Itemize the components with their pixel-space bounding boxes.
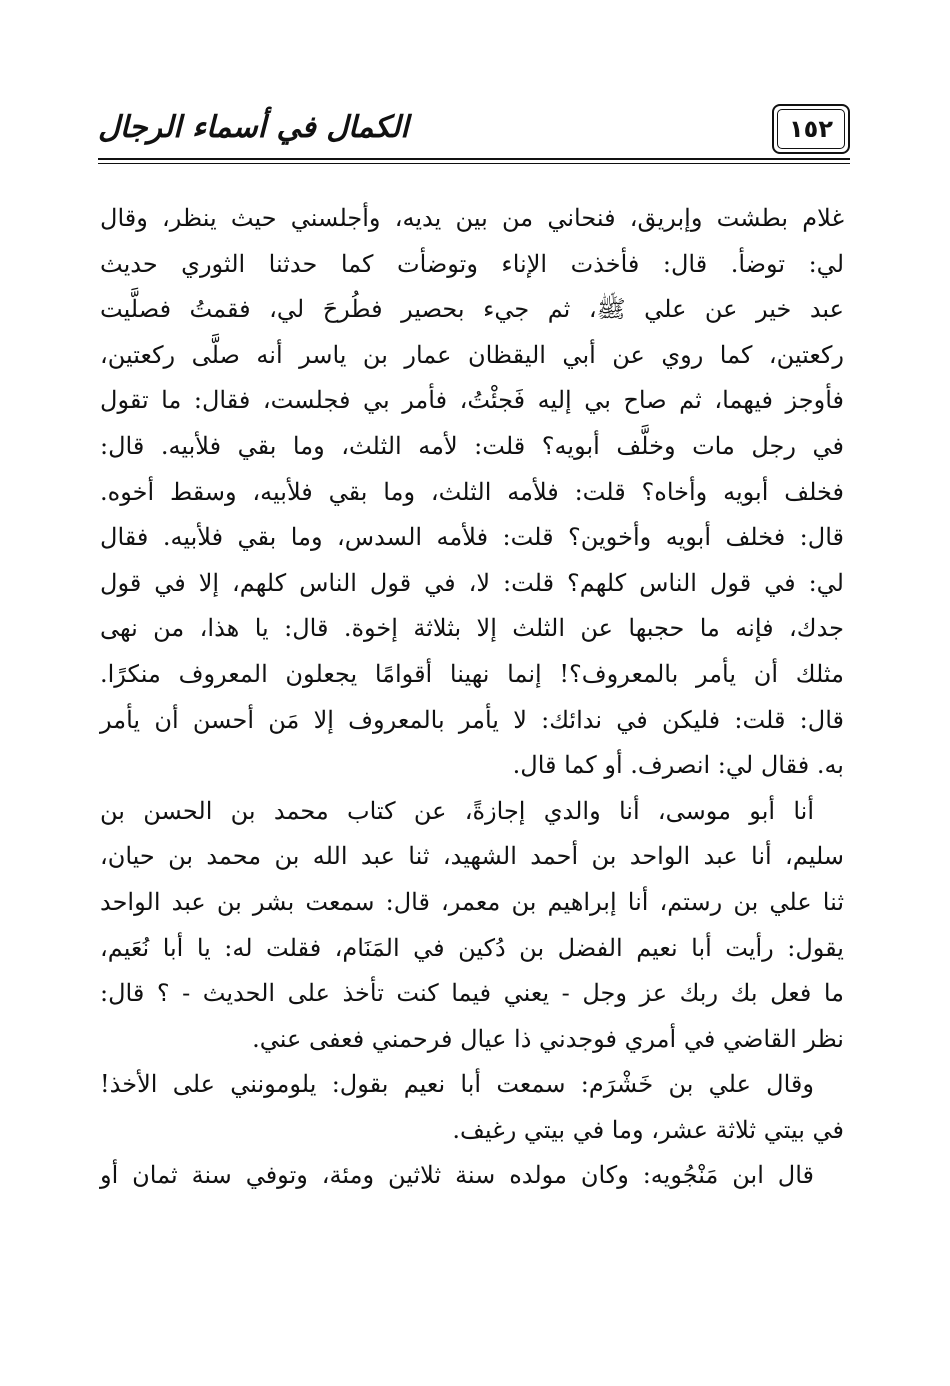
text-line: قال: قلت: فليكن في ندائك: لا يأمر بالمعروف إلا مَن أحسن أن يأمر bbox=[100, 705, 844, 734]
page-number: ١٥٢ bbox=[789, 115, 833, 143]
text-line: نظر القاضي في أمري فوجدني ذا عيال فرحمني فعفى عني. bbox=[252, 1024, 844, 1053]
text-line: يقول: رأيت أبا نعيم الفضل بن دُكين في المَنَام، فقلت له: يا أبا نُعَيم، bbox=[100, 933, 844, 962]
text-line: غلام بطشت وإبريق، فنحاني من بين يديه، وأجلسني حيث ينظر، وقال bbox=[100, 204, 844, 232]
text-line: أنا أبو موسى، أنا والدي إجازةً، عن كتاب محمد بن الحسن بن bbox=[100, 796, 814, 825]
page-number-frame bbox=[772, 104, 850, 154]
text-line: لي: توضأ. قال: فأخذت الإناء وتوضأت كما حدثنا الثوري حديث bbox=[100, 249, 844, 278]
text-line: في بيتي ثلاثة عشر، وما في بيتي رغيف. bbox=[452, 1115, 844, 1144]
text-line: ركعتين، كما روي عن أبي اليقظان عمار بن ياسر أنه صلَّى ركعتين، bbox=[100, 340, 844, 369]
body-text bbox=[100, 196, 844, 1199]
header-rule bbox=[98, 158, 850, 160]
header-rule-thin bbox=[98, 163, 850, 164]
text-line: في رجل مات وخلَّف أبويه؟ قلت: لأمه الثلث، وما بقي فلأبيه. قال: bbox=[100, 431, 844, 460]
running-title: الكمال في أسماء الرجال bbox=[98, 110, 409, 145]
text-line: ثنا علي بن رستم، أنا إبراهيم بن معمر، قال: سمعت بشر بن عبد الواحد bbox=[100, 887, 844, 916]
text-line: سليم، أنا عبد الواحد بن أحمد الشهيد، ثنا عبد الله بن محمد بن حيان، bbox=[100, 842, 844, 871]
text-line: قال ابن مَنْجُويه: وكان مولده سنة ثلاثين ومئة، وتوفي سنة ثمان أو bbox=[100, 1161, 814, 1190]
text-line: عبد خير عن علي ﷺ، ثم جيء بحصير فطُرحَ لي، فقمتُ فصلَّيت bbox=[100, 295, 844, 324]
text-line: جدك، فإنه ما حجبها عن الثلث إلا بثلاثة إخوة. قال: يا هذا، من نهى bbox=[100, 614, 844, 643]
text-line: ما فعل بك ربك عز وجل - يعني فيما كنت تأخذ على الحديث - ؟ قال: bbox=[100, 979, 844, 1008]
text-line: لي: في قول الناس كلهم؟ قلت: لا، في قول الناس كلهم، إلا في قول bbox=[100, 568, 844, 597]
text-line: به. فقال لي: انصرف. أو كما قال. bbox=[512, 751, 844, 780]
text-line: فأوجز فيهما، ثم صاح بي إليه فَجئْتُ، فأمر بي فجلست، فقال: ما تقول bbox=[100, 386, 844, 415]
text-line: قال: فخلف أبويه وأخوين؟ قلت: فلأمه السدس، وما بقي فلأبيه. فقال bbox=[100, 523, 844, 552]
page-header bbox=[98, 100, 850, 166]
text-line: مثلك أن يأمر بالمعروف؟! إنما نهينا أقوامًا يجعلون المعروف منكرًا. bbox=[100, 659, 844, 688]
text-line: وقال علي بن خَشْرَم: سمعت أبا نعيم بقول: يلومونني على الأخذ! bbox=[100, 1070, 814, 1099]
text-line: فخلف أبويه وأخاه؟ قلت: فلأمه الثلث، وما بقي فلأبيه، وسقط أخوه. bbox=[100, 477, 844, 506]
